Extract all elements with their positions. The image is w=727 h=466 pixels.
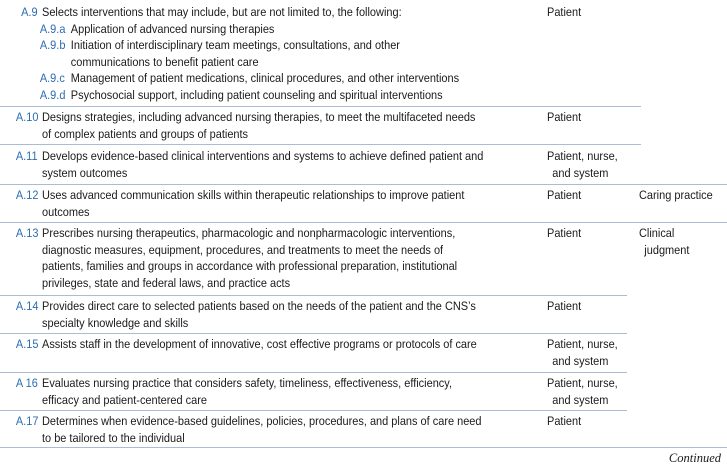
row-divider [0, 106, 641, 107]
item-description: Uses advanced communication skills within therapeutic relationships to improve patient outcomes [42, 188, 465, 219]
item-number: A.11 [16, 149, 38, 163]
row-divider [0, 447, 727, 448]
focus-cell: Patient [547, 5, 582, 19]
sub-item [0, 87, 643, 104]
item-number: A.10 [15, 110, 38, 124]
sub-item [0, 21, 643, 38]
focus-cell: Patient [547, 299, 582, 313]
continued-note: Continued [668, 451, 721, 465]
sub-item-number: A.9.b [39, 38, 66, 53]
focus-cell: Patient, nurse, and system [547, 337, 618, 368]
sub-item-text: Psychosocial support, including patient counseling and spiritual interventions [70, 87, 443, 102]
row-divider [0, 184, 727, 185]
sub-item [0, 37, 643, 54]
focus-cell: Patient, nurse, and system [547, 149, 618, 180]
sub-item-text: Application of advanced nursing therapies [70, 21, 275, 36]
sub-item-text: Management of patient medications, clinical procedures, and other interventions [70, 71, 460, 86]
focus-cell: Patient [547, 188, 582, 202]
item-description: Designs strategies, including advanced nursing therapies, to meet the multifaceted needs of complex patients and groups of patients [42, 110, 476, 141]
item-number: A.13 [15, 226, 38, 240]
item-number: A.14 [15, 299, 38, 313]
item-number: A.9 [21, 5, 38, 19]
row-divider [0, 410, 627, 411]
row-divider [0, 295, 627, 296]
sub-item-number: A.9.d [39, 87, 66, 102]
sub-item-number: A.9.a [39, 21, 66, 36]
item-description: Prescribes nursing therapeutics, pharmacologic and nonpharmacologic interventions, diagnostic measures, equipment, procedures, and treatments to meet the needs of patients, families and groups in accordance with professional preparation, institutional privileges, state and federal laws, and practice acts [42, 226, 458, 290]
sub-item-continuation [0, 54, 643, 71]
item-number: A.12 [15, 188, 38, 202]
item-number: A.15 [15, 337, 38, 351]
competency-cell: Clinical judgment [639, 226, 690, 257]
sub-item-text: Initiation of interdisciplinary team meetings, consultations, and other [70, 38, 400, 53]
focus-cell: Patient, nurse, and system [547, 376, 618, 407]
item-description: Provides direct care to selected patients based on the needs of the patient and the CNS’s specialty knowledge and skills [42, 299, 476, 330]
sub-item-number: A.9.c [39, 71, 65, 86]
row-divider [0, 372, 627, 373]
row-divider [0, 144, 641, 145]
focus-cell: Patient [547, 110, 582, 124]
focus-cell: Patient [547, 226, 582, 240]
item-description: Selects interventions that may include, but are not limited to, the following: [42, 5, 402, 19]
row-divider [0, 222, 727, 223]
item-number: A.17 [15, 414, 38, 428]
item-description: Develops evidence-based clinical interventions and systems to achieve defined patient and system outcomes [42, 149, 484, 180]
competency-cell: Caring practice [639, 188, 713, 202]
sub-item-list [0, 21, 643, 104]
row-divider [0, 333, 627, 334]
focus-cell: Patient [547, 414, 582, 428]
item-number: A 16 [16, 376, 38, 390]
sub-item [0, 70, 643, 87]
item-description: Evaluates nursing practice that considers safety, timeliness, effectiveness, efficiency, efficacy and patient-centered care [42, 376, 453, 407]
sub-item-text: communications to benefit patient care [70, 54, 259, 69]
item-description: Assists staff in the development of innovative, cost effective programs or protocols of care [42, 337, 477, 351]
item-description: Determines when evidence-based guidelines, policies, procedures, and plans of care need to be tailored to the individual [42, 414, 482, 445]
